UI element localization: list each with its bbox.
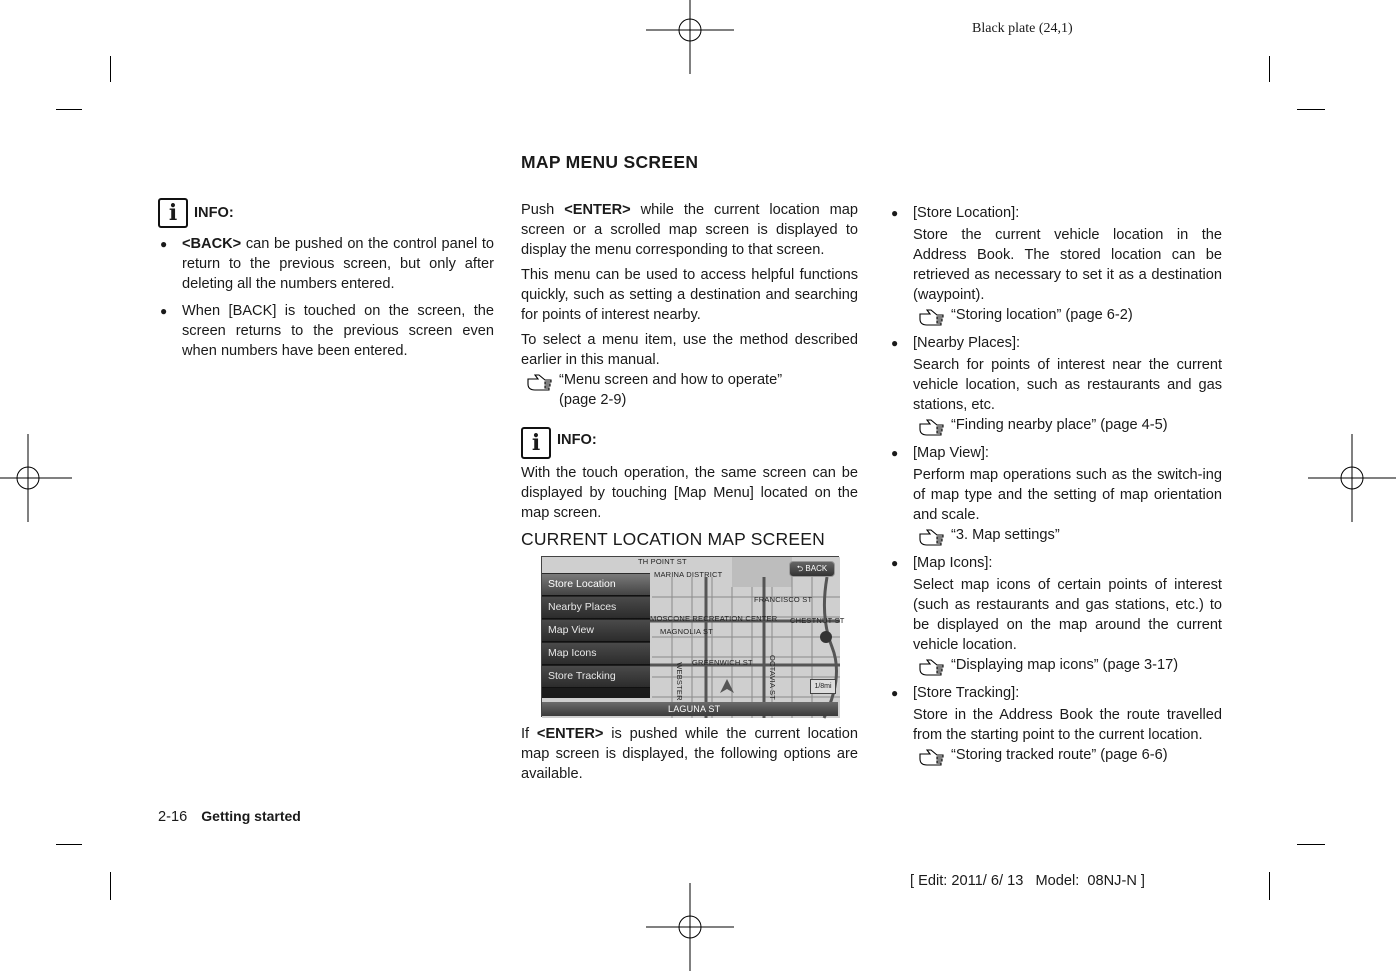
menu-item-store-tracking[interactable]: Store Tracking [542,666,650,688]
bullet-icon: ● [891,336,899,350]
option-label: [Nearby Places]: [913,335,1021,351]
back-button[interactable]: ⮌ BACK [789,561,835,577]
crop-mark [56,844,82,845]
info-heading-label: INFO: [557,432,597,448]
bullet-icon: ● [891,446,899,460]
option-description: Select map icons of certain points of interest (such as restaurants and gas stations, etc.) to be displayed on the map around the current vehicle location. [913,577,1222,653]
reference-text: “Finding nearby place” (page 4-5) [951,417,1168,433]
pointing-hand-icon [919,748,945,765]
bullet-icon: ● [891,556,899,570]
list-item [158,234,494,294]
info-icon: i [521,427,551,459]
bullet-icon: ● [891,686,899,700]
info-heading-label: INFO: [194,205,234,221]
left-column [158,198,494,361]
list-item [889,333,1222,435]
list-item [889,203,1222,325]
menu-item-map-view[interactable]: Map View [542,620,650,642]
paragraph: Push <ENTER> while the current location map screen or a scrolled map screen is displayed to display the menu corresponding to that screen. [521,202,858,258]
page-reference [889,525,1222,545]
section-title: MAP MENU SCREEN [521,152,699,172]
info-heading [158,198,494,228]
menu-item-map-icons[interactable]: Map Icons [542,643,650,665]
pointing-hand-icon [919,658,945,675]
street-label: WEBSTER [674,662,684,701]
menu-item-store-location[interactable]: Store Location [542,574,650,596]
option-description: Search for points of interest near the current vehicle location, such as restaurants and gas stations, etc. [913,357,1222,413]
page-reference [889,745,1222,765]
page-reference [889,655,1222,675]
bullet-icon: ● [160,304,168,318]
map-status-bar [542,702,838,716]
registration-mark-icon [1308,434,1396,522]
option-label: [Store Tracking]: [913,685,1020,701]
crop-mark [110,56,111,82]
map-menu [542,573,650,698]
reference-text: “Storing tracked route” (page 6-6) [951,747,1168,763]
street-label: TH POINT ST [638,557,687,566]
info-heading [521,427,858,459]
key-label: <ENTER> [564,202,631,218]
list-item [889,443,1222,545]
list-item [889,553,1222,675]
paragraph: If <ENTER> is pushed while the current location map screen is displayed, the following options are available. [521,726,858,782]
plate-label: Black plate (24,1) [972,21,1073,36]
crop-mark [1297,109,1325,110]
paragraph: This menu can be used to access helpful functions quickly, such as setting a destination and searching for points of interest nearby. [521,267,858,323]
reference-text: “Displaying map icons” (page 3-17) [951,657,1179,673]
pointing-hand-icon [527,373,553,390]
page-footer [158,808,301,825]
reference-text: “Storing location” (page 6-2) [951,307,1133,323]
bullet-icon: ● [160,237,168,251]
list-item [158,301,494,361]
pointing-hand-icon [919,528,945,545]
bullet-text: can be pushed on the control panel to return to the previous screen, but only after deleting all the numbers entered. [182,236,494,292]
crop-mark [1269,872,1270,900]
reference-page: (page 2-9) [559,392,627,408]
right-column [889,203,1222,765]
page-reference [521,370,858,410]
middle-column [521,200,858,549]
list-item [889,683,1222,765]
middle-column-bottom [521,724,858,784]
registration-mark-icon [0,434,72,522]
crop-mark [1297,844,1325,845]
scale-indicator: 1/8mi [810,679,836,694]
street-label: GREENWICH ST [692,658,753,667]
section-name: Getting started [201,808,301,824]
option-label: [Map Icons]: [913,555,993,571]
option-label: [Map View]: [913,445,989,461]
street-label: CHESTNUT ST [790,616,845,625]
option-description: Store the current vehicle location in the Address Book. The stored location can be retrieved as necessary to set it as a destination (waypoint). [913,227,1222,303]
option-description: Store in the Address Book the route travelled from the starting point to the current location. [913,707,1222,743]
crop-mark [56,109,82,110]
crop-mark [110,872,111,900]
menu-item-nearby-places[interactable]: Nearby Places [542,597,650,619]
paragraph: With the touch operation, the same screen can be displayed by touching [Map Menu] located on the map screen. [521,465,858,521]
paragraph: To select a menu item, use the method described earlier in this manual. [521,332,858,368]
street-label: MARINA DISTRICT [654,570,723,579]
registration-mark-icon [646,0,734,74]
registration-mark-icon [646,883,734,971]
bullet-text: When [BACK] is touched on the screen, the screen returns to the previous screen even when numbers have been entered. [182,303,494,359]
page-number: 2-16 [158,809,188,825]
option-label: [Store Location]: [913,205,1020,221]
street-label: OCTAVIA ST [768,654,778,701]
subheading: CURRENT LOCATION MAP SCREEN [521,529,825,549]
page-reference [889,305,1222,325]
pointing-hand-icon [919,418,945,435]
reference-text: “3. Map settings” [951,527,1060,543]
reference-text: “Menu screen and how to operate” [559,372,783,388]
map-screen-image [541,556,845,717]
street-label: MAGNOLIA ST [660,627,714,636]
pointing-hand-icon [919,308,945,325]
info-icon: i [158,198,188,228]
option-description: Perform map operations such as the switch-ing of map type and the setting of map orientation and scale. [913,467,1222,523]
street-label: LAGUNA ST [668,704,721,714]
bullet-icon: ● [891,206,899,220]
key-label: <BACK> [182,236,242,252]
page-reference [889,415,1222,435]
street-label: MOSCONE RECREATION CENTER [650,614,778,623]
crop-mark [1269,56,1270,82]
key-label: <ENTER> [536,726,604,742]
edit-info: [ Edit: 2011/ 6/ 13 Model: 08NJ-N ] [910,873,1145,889]
street-label: FRANCISCO ST [754,595,813,604]
